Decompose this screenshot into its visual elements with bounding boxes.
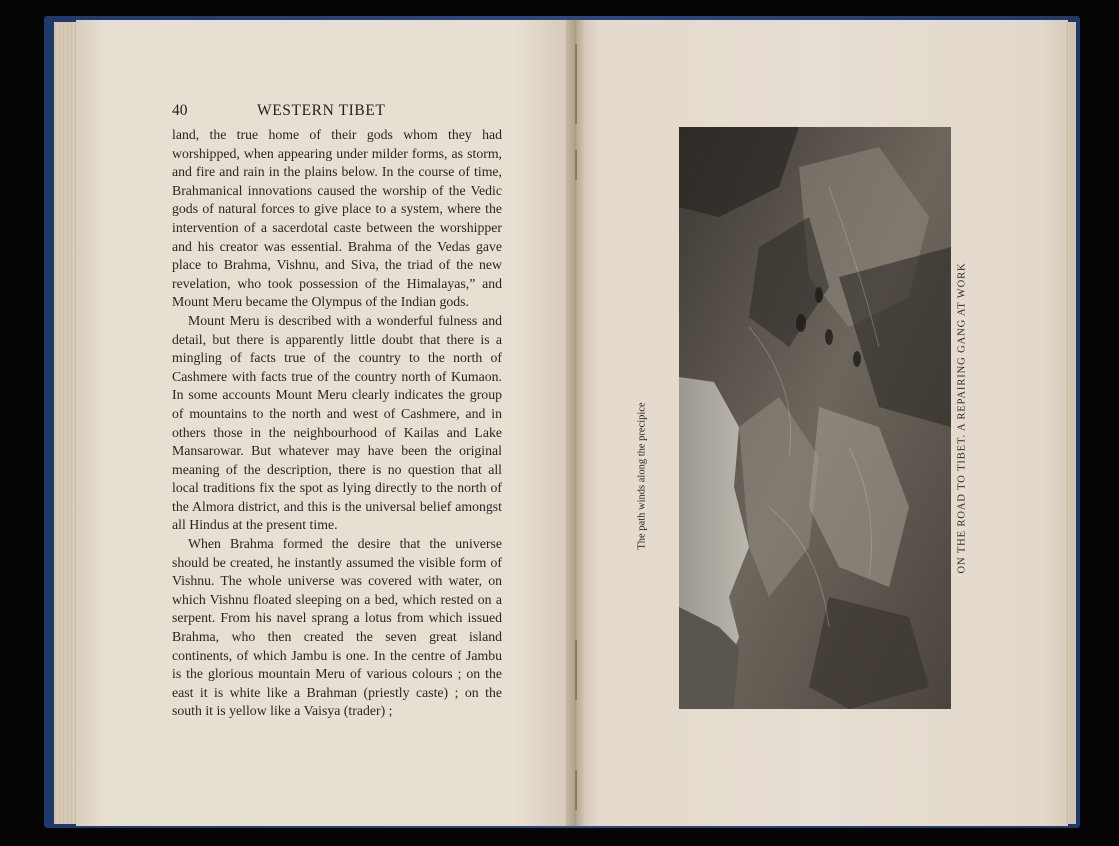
page-header (172, 102, 502, 122)
paragraph: land, the true home of their gods whom they had worshipped, when appearing under milder forms, as storm, and fire and rain in the plains below. In the course of time, Brahmanical innovations caused the worship of the Vedic gods of natural forces to give place to a system, where the intervention of a sacerdotal caste between the worshipper and his creator was essential. Brahma of the Vedas gave place to Brahma, Vishnu, and Siva, the triad of the new revelation, who took possession of the Himalayas,” and Mount Meru became the Olympus of the Indian gods. (172, 127, 502, 310)
left-page-edges (54, 22, 78, 824)
mountain-cliff-image (679, 127, 951, 709)
binding-stitch (575, 44, 577, 124)
binding-stitch (575, 640, 577, 700)
running-title: WESTERN TIBET (257, 102, 386, 119)
book-gutter (566, 20, 584, 826)
plate-photograph (679, 127, 951, 709)
page-number: 40 (172, 102, 188, 119)
right-page-edges (1066, 22, 1076, 824)
plate-sub-caption-text: The path winds along the precipice (636, 402, 648, 550)
plate-caption-text: ON THE ROAD TO TIBET. A REPAIRING GANG AT WORK (956, 262, 968, 574)
body-text (172, 126, 502, 721)
paragraph: Mount Meru is described with a wonderful fulness and detail, but there is apparently little doubt that there is a mingling of facts true of the country to the north of Cashmere with facts true of the country north of Kumaon. In some accounts Mount Meru clearly indicates the group of mountains to the north and west of Cashmere, and in others those in the neighbourhood of Kailas and Lake Mansarowar. But whatever may have been the original meaning of the description, there is no question that all local traditions fix the spot as lying directly to the north of the Almora district, and this is the universal belief amongst all Hindus at the present time. (172, 312, 502, 533)
binding-stitch (575, 150, 577, 180)
binding-stitch (575, 770, 577, 810)
paragraph: When Brahma formed the desire that the universe should be created, he instantly assumed the visible form of Vishnu. The whole universe was covered with water, on which Vishnu floated sleeping on a bed, which rested on a serpent. From his navel sprang a lotus from which issued Brahma, who then created the seven great island continents, of which Jambu is one. In the centre of Jambu is the glorious mountain Meru of various colours ; on the east it is white like a Brahman (priestly caste) ; on the south it is yellow like a Vaisya (trader) ; (172, 536, 502, 719)
